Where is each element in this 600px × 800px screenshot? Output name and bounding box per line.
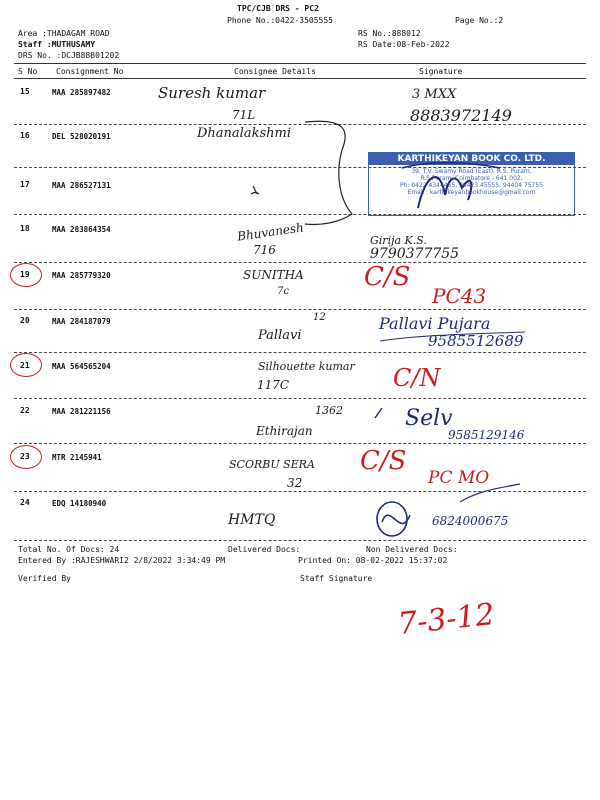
row-sno: 24 — [20, 498, 30, 507]
row-consignment: MAA 283864354 — [52, 225, 111, 234]
verified-by: Verified By — [18, 574, 71, 583]
row-consignee-name: Dhanalakshmi — [197, 126, 291, 141]
row-sno: 16 — [20, 131, 30, 140]
row-sno: 15 — [20, 87, 30, 96]
drs-number: DRS No. :DCJB88801202 — [18, 51, 120, 60]
row-signature: C/S — [360, 446, 407, 476]
row-door-no: 7c — [277, 286, 289, 297]
row-consignment: MAA 285897482 — [52, 88, 111, 97]
row-signature: Pallavi Pujara — [379, 314, 491, 333]
rs-date: RS Date:08-Feb-2022 — [358, 40, 450, 49]
stamp-title: KARTHIKEYAN BOOK CO. LTD. — [369, 153, 574, 165]
non-delivered-docs: Non Delivered Docs: — [366, 545, 458, 554]
rs-number: RS No.:888012 — [358, 29, 421, 38]
row-door-no: 117C — [257, 378, 290, 392]
stamp-line: 39, T.V. Swamy Road (East), R.S. Puram, — [411, 168, 532, 175]
row-sno: 23 — [20, 452, 30, 461]
row-phone: 9585512689 — [428, 332, 524, 350]
row-door-no: 71L — [232, 108, 256, 122]
row-phone: PC43 — [432, 284, 487, 308]
row-sno: 18 — [20, 224, 30, 233]
row-phone: 9790377755 — [370, 246, 460, 262]
row-sno: 19 — [20, 270, 30, 279]
printed-on: Printed On: 08-02-2022 15:37:02 — [298, 556, 448, 565]
area-label: Area :THADAGAM ROAD — [18, 29, 110, 38]
row-signature: C/S — [364, 262, 411, 292]
staff-label: Staff :MUTHUSAMY — [18, 40, 96, 49]
row-consignee-name: Silhouette kumar — [258, 360, 355, 373]
row-separator — [14, 398, 586, 399]
row-signature: C/N — [393, 364, 441, 392]
row-phone: PC MO — [428, 468, 490, 488]
col-consignee: Consignee Details — [234, 67, 316, 76]
row-consignment: MAA 284187079 — [52, 317, 111, 326]
row-consignee-name: Ethirajan — [256, 424, 313, 438]
row-separator — [14, 262, 586, 263]
row-signature: Girija K.S. — [370, 234, 427, 247]
row-sno: 22 — [20, 406, 30, 415]
row-consignment: DEL 528020191 — [52, 132, 111, 141]
row-consignment: MTR 2145941 — [52, 453, 102, 462]
margin-note: 7-3-12 — [396, 597, 497, 642]
row-consignee-name: Suresh kumar — [158, 84, 266, 102]
row-consignee-name: HMTQ — [228, 512, 276, 528]
row-consignee-name: Bhuvanesh — [236, 220, 305, 244]
row-phone: 6824000675 — [432, 514, 509, 528]
row-consignee-name: SUNITHA — [243, 268, 304, 282]
row-signature: Selv — [405, 406, 453, 431]
row-door-no: 716 — [253, 243, 276, 257]
row-door-no: 1362 — [315, 404, 343, 417]
delivered-docs: Delivered Docs: — [228, 545, 301, 554]
row-separator — [14, 491, 586, 492]
row-door-no: 12 — [313, 312, 326, 323]
row-signature: 3 MXX — [412, 87, 457, 102]
row-consignee-name: SCORBU SERA — [229, 458, 315, 471]
row-consignee-name: Pallavi — [258, 328, 302, 343]
row-separator — [14, 540, 586, 541]
row-consignment: MAA 564565204 — [52, 362, 111, 371]
row-door-no: 32 — [287, 476, 303, 490]
row-separator — [14, 309, 586, 310]
col-signature: Signature — [419, 67, 463, 76]
total-docs: Total No. Of Docs: 24 — [18, 545, 120, 554]
row-phone: 9585129146 — [448, 428, 525, 442]
document-title: TPC/CJB DRS - PC2 — [237, 4, 319, 13]
row-consignment: MAA 286527131 — [52, 181, 111, 190]
entered-by: Entered By :RAJESHWARI2 2/8/2022 3:34:49 PM — [18, 556, 226, 565]
row-consignment: MAA 281221156 — [52, 407, 111, 416]
phone-number: Phone No.:0422-3505555 — [227, 16, 333, 25]
page-number: Page No.:2 — [455, 16, 504, 25]
row-consignment: EDQ 14180940 — [52, 499, 107, 508]
row-separator — [14, 443, 586, 444]
stamp-line: Email : karthikeyanbookhouse@gmail.com — [407, 189, 536, 196]
row-separator — [14, 352, 586, 353]
row-consignment: MAA 285779320 — [52, 271, 111, 280]
row-phone: 8883972149 — [410, 106, 512, 125]
col-sno: S No — [18, 67, 38, 76]
stamp-line: R.S.Puram, Coimbatore - 641 002. — [420, 175, 523, 182]
col-consignment: Consignment No — [56, 67, 124, 76]
row-sno: 17 — [20, 180, 30, 189]
row-sno: 20 — [20, 316, 30, 325]
row-sno: 21 — [20, 361, 30, 370]
staff-signature-label: Staff Signature — [300, 574, 373, 583]
stamp-line: Ph: 0422 4344455, 98423 45555, 94404 75755 — [399, 182, 544, 189]
